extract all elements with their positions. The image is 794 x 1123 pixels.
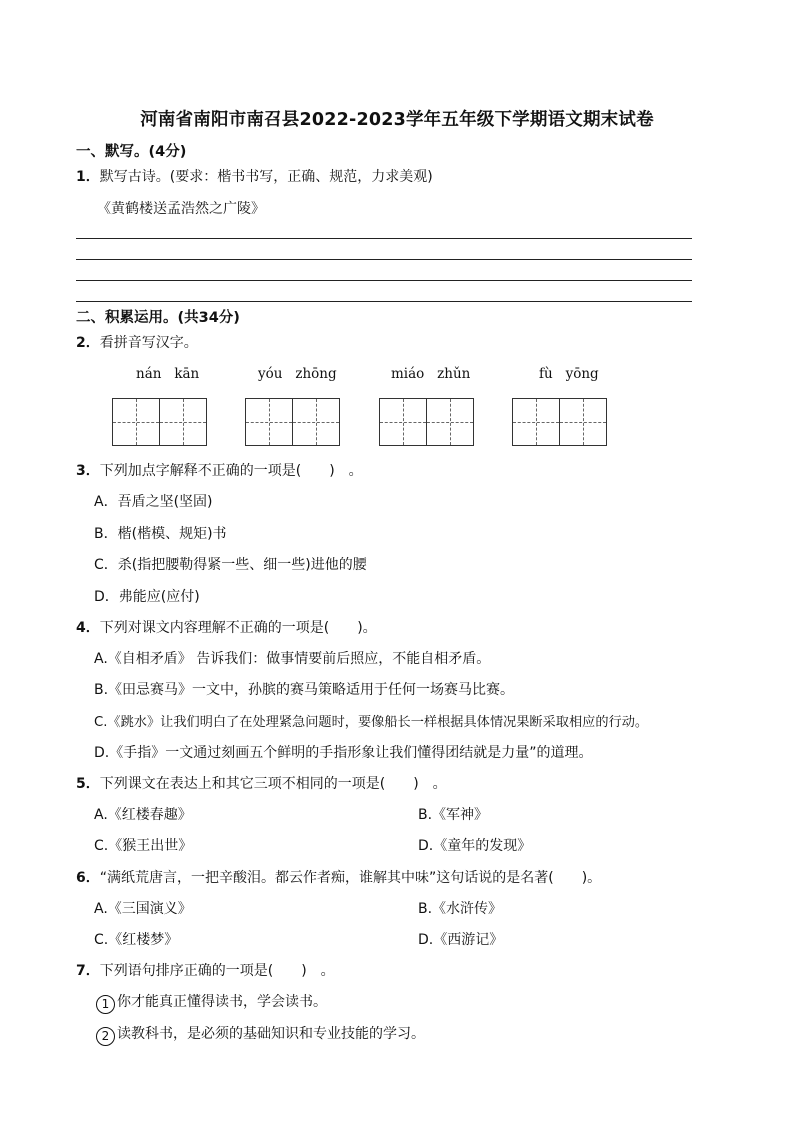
q3-option-d[interactable]: D．弗能应(应付): [94, 589, 200, 605]
question-7-number: 7．: [76, 963, 100, 979]
question-1: [76, 166, 433, 186]
question-6: [76, 867, 601, 887]
section-2-heading: 二、积累运用。(共34分): [76, 310, 240, 326]
pinyin-syllable: zhǔn: [437, 366, 471, 382]
pinyin-syllable: nán: [136, 366, 162, 382]
question-3-number: 3．: [76, 463, 100, 479]
question-7: [76, 960, 335, 980]
pinyin-syllable: zhōng: [295, 366, 337, 382]
section-1-heading: 一、默写。(4分): [76, 144, 187, 160]
pinyin-group-4: [539, 366, 599, 382]
pinyin-syllable: kān: [174, 366, 200, 382]
writing-grid-1: [112, 398, 207, 446]
pinyin-group-3: [391, 366, 470, 382]
pinyin-group-2: [258, 366, 337, 382]
pinyin-syllable: yōng: [565, 366, 599, 382]
pinyin-syllable: fù: [539, 366, 553, 382]
writing-line-4[interactable]: [76, 301, 692, 302]
writing-cell[interactable]: [559, 398, 607, 446]
writing-line-3[interactable]: [76, 280, 692, 281]
q7-item-2: [96, 1023, 425, 1046]
writing-cell[interactable]: [512, 398, 560, 446]
question-3: [76, 460, 363, 480]
writing-cell[interactable]: [245, 398, 293, 446]
question-2-number: 2．: [76, 335, 100, 351]
q5-option-b[interactable]: B.《军神》: [418, 807, 489, 823]
writing-cell[interactable]: [426, 398, 474, 446]
writing-cell[interactable]: [112, 398, 160, 446]
question-1-number: 1．: [76, 169, 100, 185]
question-4-text: 下列对课文内容理解不正确的一项是( )。: [99, 620, 377, 636]
writing-grid-3: [379, 398, 474, 446]
q6-option-c[interactable]: C.《红楼梦》: [94, 932, 179, 948]
question-5: [76, 773, 447, 793]
question-2: [76, 332, 198, 352]
question-1-text: 默写古诗。(要求：楷书书写，正确、规范，力求美观): [99, 169, 433, 185]
poem-title: 《黄鹤楼送孟浩然之广陵》: [97, 201, 265, 217]
writing-line-1[interactable]: [76, 238, 692, 239]
writing-line-2[interactable]: [76, 259, 692, 260]
q3-option-b[interactable]: B．楷(楷模、规矩)书: [94, 526, 227, 542]
question-4: [76, 617, 377, 637]
q4-option-b[interactable]: B.《田忌赛马》一文中，孙膑的赛马策略适用于任何一场赛马比赛。: [94, 682, 515, 698]
q6-option-a[interactable]: A.《三国演义》: [94, 901, 192, 917]
question-4-number: 4．: [76, 620, 100, 636]
pinyin-syllable: yóu: [258, 366, 283, 382]
question-5-number: 5．: [76, 776, 100, 792]
q7-item-1: [96, 991, 327, 1014]
q6-option-d[interactable]: D.《西游记》: [418, 932, 504, 948]
q4-option-a[interactable]: A.《自相矛盾》 告诉我们：做事情要前后照应，不能自相矛盾。: [94, 651, 491, 667]
question-6-number: 6．: [76, 870, 100, 886]
q6-option-b[interactable]: B.《水浒传》: [418, 901, 503, 917]
writing-cell[interactable]: [159, 398, 207, 446]
circled-number-icon: 1: [96, 995, 115, 1014]
writing-grid-2: [245, 398, 340, 446]
writing-grid-4: [512, 398, 607, 446]
writing-cell[interactable]: [292, 398, 340, 446]
q4-option-c[interactable]: C.《跳水》让我们明白了在处理紧急问题时，要像船长一样根据具体情况果断采取相应的行动。: [94, 715, 649, 730]
writing-cell[interactable]: [379, 398, 427, 446]
question-5-text: 下列课文在表达上和其它三项不相同的一项是( ) 。: [99, 776, 447, 792]
q7-item-text: 读教科书，是必须的基础知识和专业技能的学习。: [117, 1026, 425, 1042]
q5-option-d[interactable]: D.《童年的发现》: [418, 838, 532, 854]
q3-option-a[interactable]: A．吾盾之坚(坚固): [94, 494, 213, 510]
circled-number-icon: 2: [96, 1027, 115, 1046]
q3-option-c[interactable]: C．杀(指把腰勒得紧一些、细一些)进他的腰: [94, 557, 367, 573]
pinyin-syllable: miáo: [391, 366, 425, 382]
q5-option-c[interactable]: C.《猴王出世》: [94, 838, 193, 854]
question-3-text: 下列加点字解释不正确的一项是( ) 。: [99, 463, 363, 479]
q7-item-text: 你才能真正懂得读书，学会读书。: [117, 994, 327, 1010]
question-2-text: 看拼音写汉字。: [99, 335, 198, 351]
page-title: 河南省南阳市南召县2022-2023学年五年级下学期语文期末试卷: [140, 110, 654, 130]
pinyin-group-1: [136, 366, 199, 382]
question-6-text: “满纸荒唐言，一把辛酸泪。都云作者痴，谁解其中味”这句话说的是名著( )。: [99, 870, 602, 886]
question-7-text: 下列语句排序正确的一项是( ) 。: [99, 963, 335, 979]
q4-option-d[interactable]: D.《手指》一文通过刻画五个鲜明的手指形象让我们懂得团结就是力量”的道理。: [94, 745, 593, 761]
q5-option-a[interactable]: A.《红楼春趣》: [94, 807, 192, 823]
